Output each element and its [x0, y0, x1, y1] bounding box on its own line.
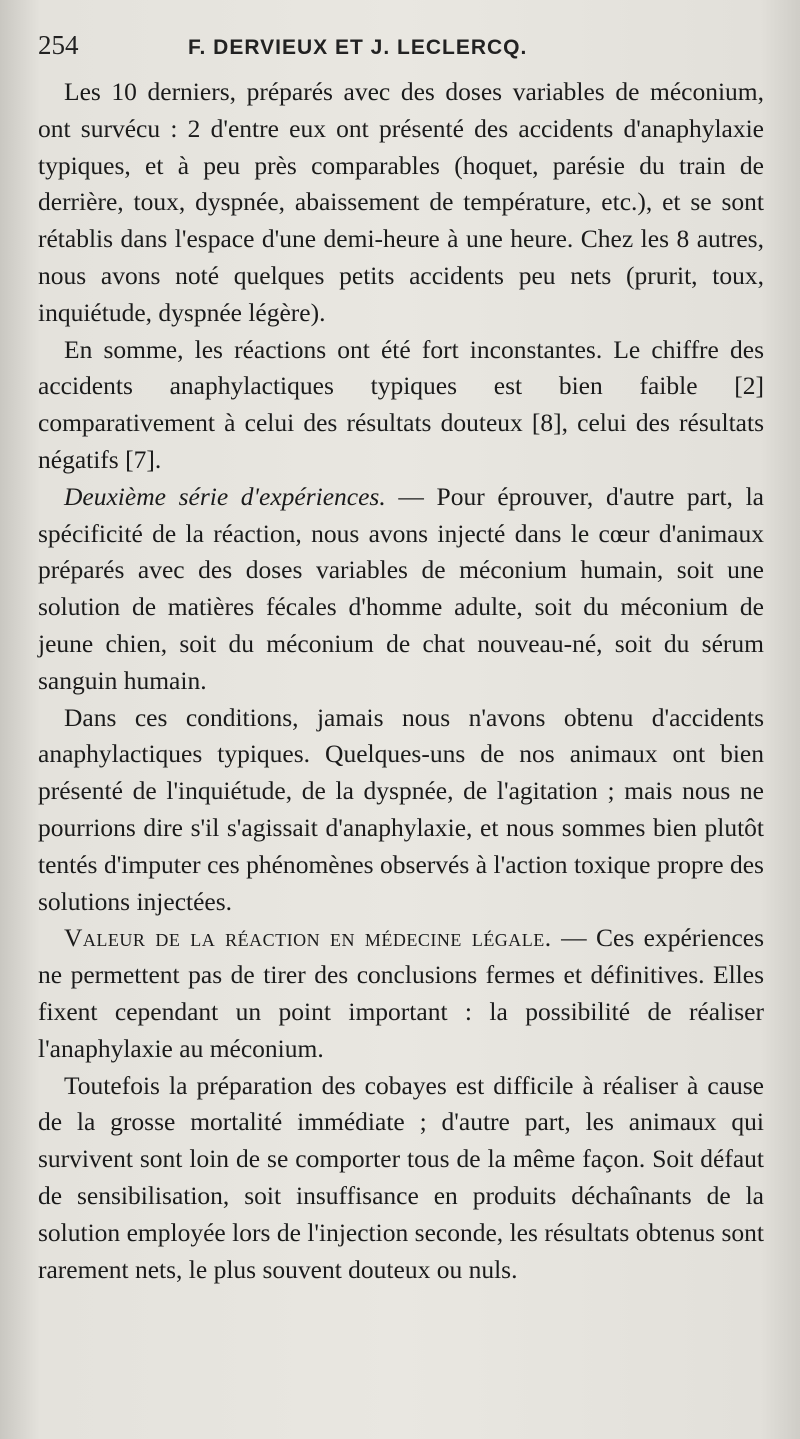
page-number: 254 [38, 30, 79, 60]
section-heading-legal-value: Valeur de la réaction en médecine légale. [64, 923, 552, 953]
paragraph-3-text: — Pour éprouver, d'autre part, la spécificité de la réaction, nous avons injecté dans le cœur d'animaux préparés avec des doses variables de méconium humain, soit une solution de matières fécales d'homme adulte, soit du méconium de jeune chien, soit du méconium de chat nouveau-né, soit du sérum sanguin humain. [38, 481, 764, 695]
paragraph-3 [38, 479, 764, 700]
paragraph-4: Dans ces conditions, jamais nous n'avons obtenu d'accidents anaphylactiques typiques. Quelques-uns de nos animaux ont bien présenté de l'inquiétude, de la dyspnée, de l'agitation ; mais nous ne pourrions dire s'il s'agissait d'anaphylaxie, et nous sommes bien plutôt tentés d'imputer ces phénomènes observés à l'action toxique propre des solutions injectées. [38, 702, 764, 916]
paragraph-5-text: — Ces expériences ne permettent pas de tirer des conclusions fermes et définitives. Elles fixent cependant un point important : la possibilité de réaliser l'anaphylaxie au méconium. [38, 923, 765, 1063]
page-header [38, 30, 764, 74]
paragraph-5 [38, 920, 764, 1067]
paragraph-6: Toutefois la préparation des cobayes est difficile à réaliser à cause de la grosse mortalité immédiate ; d'autre part, les animaux qui survivent sont loin de se comporter tous de la même façon. Soit défaut de sensibilisation, soit insuffisance en produits déchaînants de la solution employée lors de l'injection seconde, les résultats obtenus sont rarement nets, le plus souvent douteux ou nuls. [38, 1070, 764, 1284]
paragraph-2: En somme, les réactions ont été fort inconstantes. Le chiffre des accidents anaphylactiques typiques est bien faible [2] comparativement à celui des résultats douteux [8], celui des résultats négatifs [7]. [38, 334, 764, 474]
section-heading-second-series: Deuxième série d'expériences. [64, 481, 386, 511]
body-text [38, 74, 764, 1288]
paragraph-1: Les 10 derniers, préparés avec des doses variables de méconium, ont survécu : 2 d'entre eux ont présenté des accidents d'anaphylaxie typiques, et à peu près comparables (hoquet, parésie du train de derrière, toux, dyspnée, abaissement de température, etc.), et se sont rétablis dans l'espace d'une demi-heure à une heure. Chez les 8 autres, nous avons noté quelques petits accidents peu nets (prurit, toux, inquiétude, dyspnée légère). [38, 77, 764, 327]
running-head: F. DERVIEUX ET J. LECLERCQ. [188, 36, 528, 59]
